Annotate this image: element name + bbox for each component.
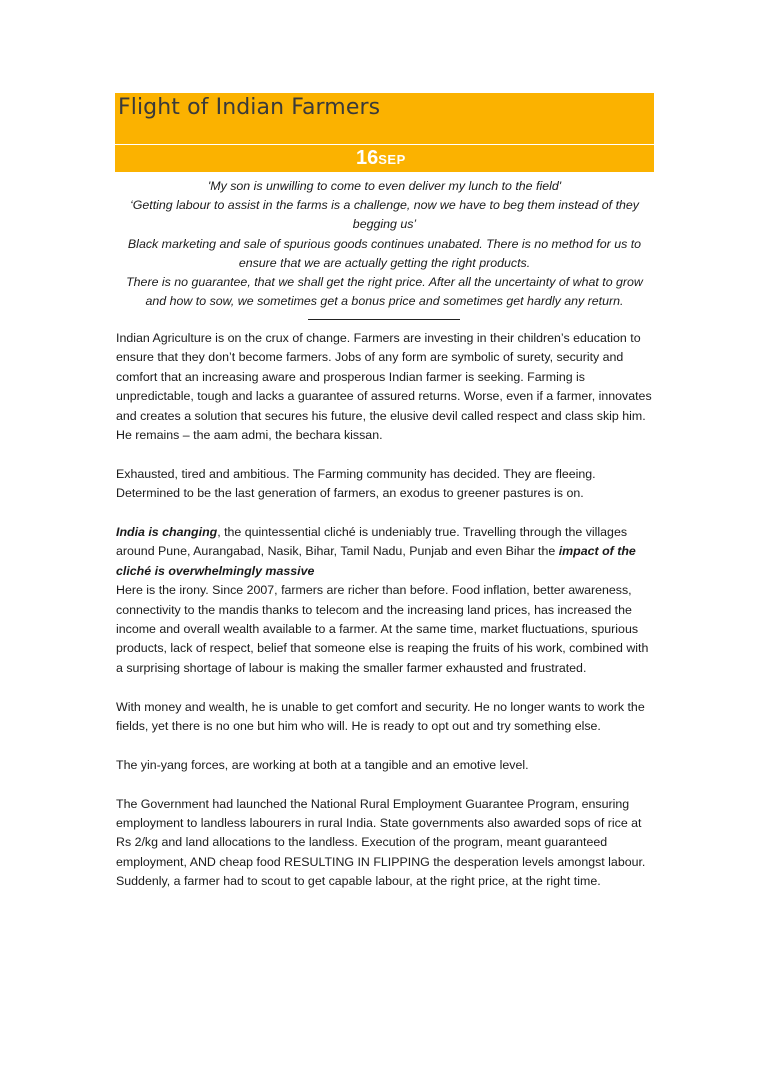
emphasis-impact: impact of the cliché is overwhelmingly massive bbox=[116, 544, 636, 578]
paragraph-intro: Indian Agriculture is on the crux of change. Farmers are investing in their children’s education to ensure that they don’t become farmers. Jobs of any form are symbolic of surety, security and comfort that an increasing aware and prosperous Indian farmer is seeking. Farming is unpredictable, tough and lacks a guarantee of assured returns. Worse, even if a farmer, innovates and creates a solution that secures his future, the elusive devil called respect and class skip him. He remains – the aam admi, the bechara kissan. bbox=[116, 331, 652, 443]
section-separator bbox=[308, 319, 460, 320]
emphasis-india-changing: India is changing bbox=[116, 525, 218, 540]
page-title: Flight of Indian Farmers bbox=[118, 95, 381, 120]
quote-3: Black marketing and sale of spurious goods continues unabated. There is no method for us to ensure that we are actually getting the right products. bbox=[127, 236, 642, 270]
paragraph-exodus: Exhausted, tired and ambitious. The Farming community has decided. They are fleeing. Determined to be the last generation of farmers, an exodus to greener pastures is on. bbox=[116, 466, 596, 501]
paragraph-yin-yang: The yin-yang forces, are working at both at a tangible and an emotive level. bbox=[116, 757, 529, 772]
paragraph-irony: Here is the irony. Since 2007, farmers are richer than before. Food inflation, better awareness, connectivity to the mandis thanks to telecom and the increasing land prices, has increased the income and overall wealth available to a farmer. At the same time, market fluctuations, spurious products, lack of respect, belief that someone else is reaping the fruits of his work, combined with a surprising shortage of labour is making the smaller farmer exhausted and frustrated. bbox=[116, 583, 649, 675]
paragraph-india-changing-text: , the quintessential cliché is undeniably true. Travelling through the villages around Pune, Aurangabad, Nasik, Bihar, Tamil Nadu, Punjab and even Bihar the bbox=[116, 525, 628, 559]
paragraph-india-changing bbox=[116, 523, 654, 581]
quote-4: There is no guarantee, that we shall get the right price. After all the uncertainty of what to grow and how to sow, we sometimes get a bonus price and sometimes get hardly any return. bbox=[126, 275, 643, 309]
farmer-quotes bbox=[115, 177, 654, 311]
date-day: 16 bbox=[356, 147, 379, 169]
date-month: SEP bbox=[378, 152, 406, 167]
title-banner bbox=[115, 93, 654, 172]
post-date bbox=[356, 147, 406, 170]
paragraph-government: The Government had launched the National Rural Employment Guarantee Program, ensuring employment to landless labourers in rural India. State governments also awarded sops of rice at Rs 2/kg and land allocations to the landless. Execution of the program, meant guaranteed employment, AND cheap food RESULTING IN FLIPPING the desperation levels amongst labour. Suddenly, a farmer had to scout to get capable labour, at the right price, at the right time. bbox=[116, 796, 646, 889]
article-body bbox=[116, 329, 654, 911]
quote-2: ‘Getting labour to assist in the farms is a challenge, now we have to beg them instead of they begging us’ bbox=[130, 198, 639, 232]
quote-1: 'My son is unwilling to come to even deliver my lunch to the field' bbox=[207, 179, 562, 193]
paragraph-money-wealth: With money and wealth, he is unable to get comfort and security. He no longer wants to work the fields, yet there is no one but him who will. He is ready to opt out and try something else. bbox=[116, 699, 645, 734]
date-band bbox=[115, 144, 654, 172]
